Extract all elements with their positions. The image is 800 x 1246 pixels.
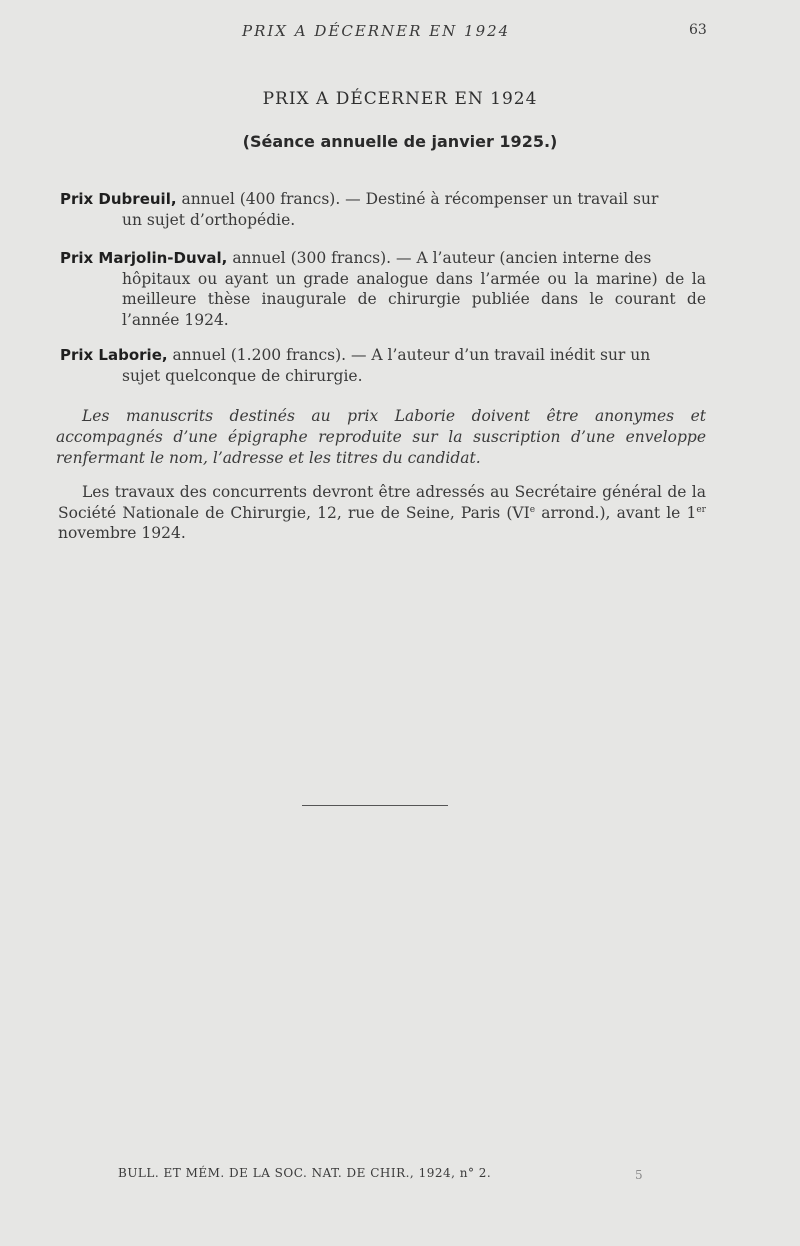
page-title: PRIX A DÉCERNER EN 1924 (262, 89, 538, 109)
submission-text: Les travaux des concurrents devront être adressés au Secrétaire général de la Société Nationale de Chirurgie, 12, rue de Seine, Paris (VI (58, 483, 706, 522)
footer-citation: BULL. ET MÉM. DE LA SOC. NAT. DE CHIR., 1924, n° 2. (118, 1166, 492, 1180)
prize-name: Prix Laborie, (60, 346, 168, 364)
section-divider (302, 805, 448, 806)
prize-name: Prix Marjolin-Duval, (60, 249, 228, 267)
prize-description-continuation: sujet quelconque de chirurgie. (122, 366, 363, 385)
prize-description: annuel (1.200 francs). — A l’auteur d’un travail inédit sur un (167, 346, 651, 364)
superscript: e (529, 504, 536, 515)
running-header (0, 20, 800, 44)
prize-dubreuil (60, 189, 706, 230)
signature-mark: 5 (635, 1168, 643, 1182)
submission-text: novembre 1924. (58, 524, 186, 542)
running-title: PRIX A DÉCERNER EN 1924 (242, 22, 511, 40)
prize-name: Prix Dubreuil, (60, 190, 177, 208)
prize-marjolin-duval (60, 248, 706, 330)
prize-description: annuel (400 francs). — Destiné à récompenser un travail sur (176, 190, 659, 208)
prize-laborie (60, 345, 706, 386)
prize-description-continuation: hôpitaux ou ayant un grade analogue dans l’armée ou la marine) de la meilleure thèse inaugurale de chirurgie publiée dans le courant de l’année 1924. (122, 269, 706, 329)
prize-description-continuation: un sujet d’orthopédie. (122, 210, 296, 229)
page-subtitle: (Séance annuelle de janvier 1925.) (242, 132, 558, 151)
prize-description: annuel (300 francs). — A l’auteur (ancien interne des (227, 249, 652, 267)
submission-text: arrond.), avant le 1 (535, 503, 697, 522)
page-number: 63 (689, 22, 707, 38)
superscript: er (696, 504, 706, 515)
submission-instructions (58, 482, 706, 544)
laborie-manuscript-note: Les manuscrits destinés au prix Laborie doivent être anonymes et accompagnés d’une épigraphe reproduite sur la suscription d’une enveloppe renfermant le nom, l’adresse et les titres du candidat. (56, 407, 706, 467)
